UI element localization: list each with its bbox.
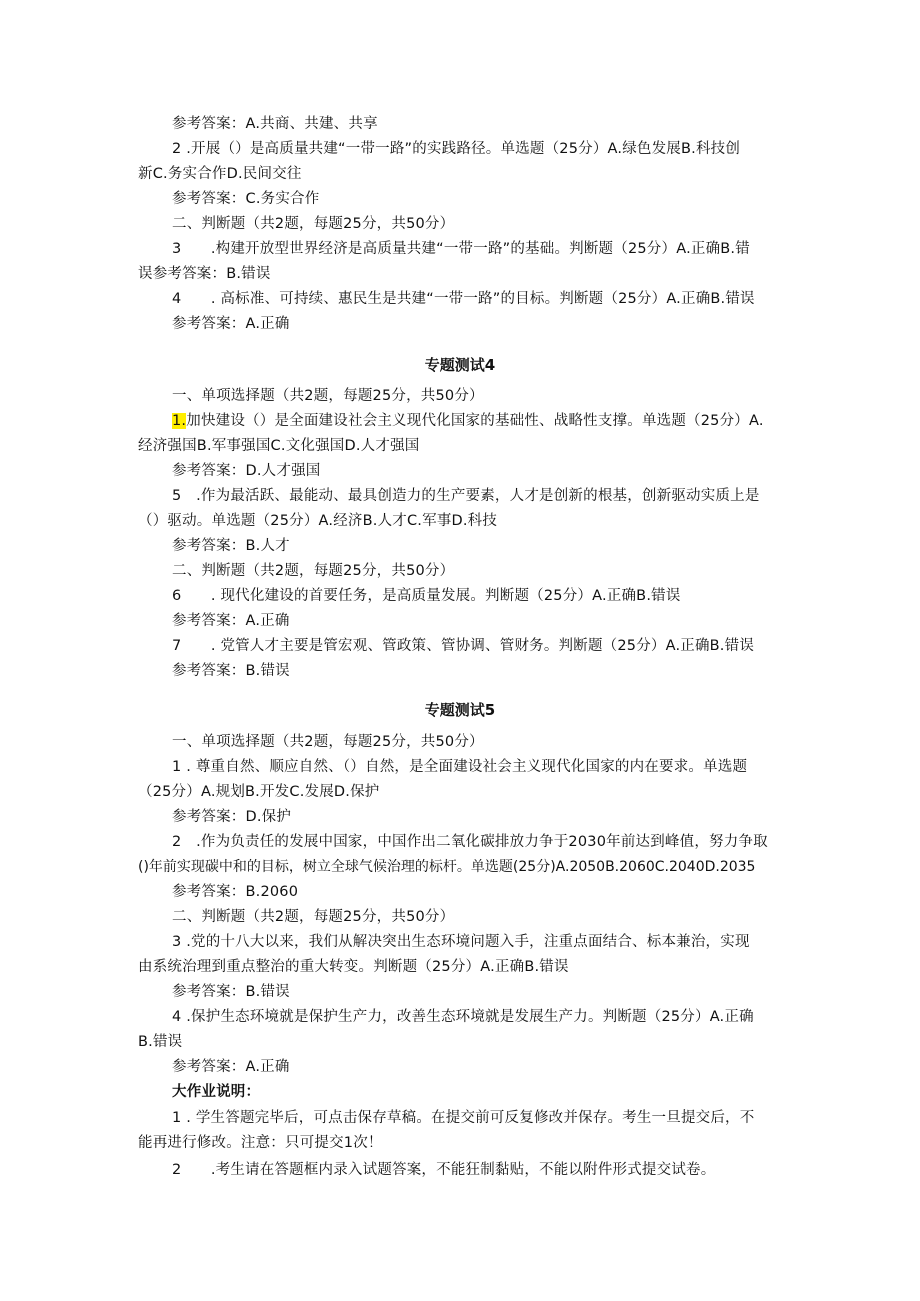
answer-line: 参考答案：D.人才强国 xyxy=(172,463,321,479)
question-line: 6 . 现代化建设的首要任务，是高质量发展。判断题（25分）A.正确B.错误 xyxy=(172,588,681,604)
question-line: 7 . 党管人才主要是管宏观、管政策、管协调、管财务。判断题（25分）A.正确B.错误 xyxy=(172,638,755,654)
instruction-line: 2 .考生请在答题框内录入试题答案，不能狂制黏贴，不能以附件形式提交试卷。 xyxy=(172,1162,716,1178)
answer-line: 参考答案：B.人才 xyxy=(172,538,290,554)
section-subheading: 二、判断题（共2题，每题25分，共50分） xyxy=(172,909,455,925)
question-line-cont: 新C.务实合作D.民间交往 xyxy=(138,166,302,182)
section-title: 专题测试4 xyxy=(424,356,496,374)
answer-line: 参考答案：B.2060 xyxy=(172,884,299,900)
question-line: 3 .构建开放型世界经济是高质量共建“一带一路”的基础。判断题（25分）A.正确B.错 xyxy=(172,241,750,257)
question-line: 2 .作为负责任的发展中国家，中国作出二氧化碳排放力争于2030年前达到峰值，努力争取 xyxy=(172,834,768,850)
question-line-cont: 误参考答案：B.错误 xyxy=(138,266,271,282)
question-line: 5 .作为最活跃、最能动、最具创造力的生产要素，人才是创新的根基，创新驱动实质上是 xyxy=(172,488,760,504)
question-line: 4 .保护生态环境就是保护生产力，改善生态环境就是发展生产力。判断题（25分）A.正确 xyxy=(172,1009,754,1025)
answer-line: 参考答案：A.正确 xyxy=(172,1059,290,1075)
instructions-title: 大作业说明： xyxy=(172,1084,261,1100)
answer-line: 参考答案：B.错误 xyxy=(172,663,290,679)
question-line: 3 .党的十八大以来，我们从解决突出生态环境问题入手，注重点面结合、标本兼治，实现 xyxy=(172,934,750,950)
answer-line: 参考答案：A.正确 xyxy=(172,316,290,332)
section-subheading: 二、判断题（共2题，每题25分，共50分） xyxy=(172,563,455,579)
question-line-cont: ()年前实现碳中和的目标，树立全球气候治理的标杆。单选题(25分)A.2050B.2060C.2040D.2035 xyxy=(138,859,756,875)
answer-line: 参考答案：A.正确 xyxy=(172,613,290,629)
highlight-mark: 1. xyxy=(172,413,187,429)
section-subheading: 一、单项选择题（共2题，每题25分，共50分） xyxy=(172,734,484,750)
question-line: 2 .开展（）是高质量共建“一带一路”的实践路径。单选题（25分）A.绿色发展B.科技创 xyxy=(172,141,741,157)
answer-line: 参考答案：B.错误 xyxy=(172,984,290,1000)
question-line-cont: （25分）A.规划B.开发C.发展D.保护 xyxy=(138,784,380,800)
question-text: 加快建设（）是全面建设社会主义现代化国家的基础性、战略性支撑。单选题（25分）A. xyxy=(186,413,764,429)
answer-line: 参考答案：A.共商、共建、共享 xyxy=(172,116,378,132)
section-subheading: 二、判断题（共2题，每题25分，共50分） xyxy=(172,216,455,232)
answer-line: 参考答案：D.保护 xyxy=(172,809,292,825)
section-title: 专题测试5 xyxy=(424,701,496,719)
section-subheading: 一、单项选择题（共2题，每题25分，共50分） xyxy=(172,388,484,404)
instruction-line-cont: 能再进行修改。注意：只可提交1次！ xyxy=(138,1135,383,1151)
question-line-cont: （）驱动。单选题（25分）A.经济B.人才C.军事D.科技 xyxy=(138,513,498,529)
answer-line: 参考答案：C.务实合作 xyxy=(172,191,320,207)
question-line xyxy=(172,411,764,431)
question-line: 4 . 高标准、可持续、惠民生是共建“一带一路”的目标。判断题（25分）A.正确B.错误 xyxy=(172,291,755,307)
question-line: 1 . 尊重自然、顺应自然、（）自然，是全面建设社会主义现代化国家的内在要求。单选题 xyxy=(172,759,748,775)
instruction-line: 1 . 学生答题完毕后，可点击保存草稿。在提交前可反复修改并保存。考生一旦提交后，不 xyxy=(172,1110,755,1126)
question-line-cont: 由系统治理到重点整治的重大转变。判断题（25分）A.正确B.错误 xyxy=(138,959,569,975)
question-line-cont: 经济强国B.军事强国C.文化强国D.人才强国 xyxy=(138,438,420,454)
question-line-cont: B.错误 xyxy=(138,1034,183,1050)
